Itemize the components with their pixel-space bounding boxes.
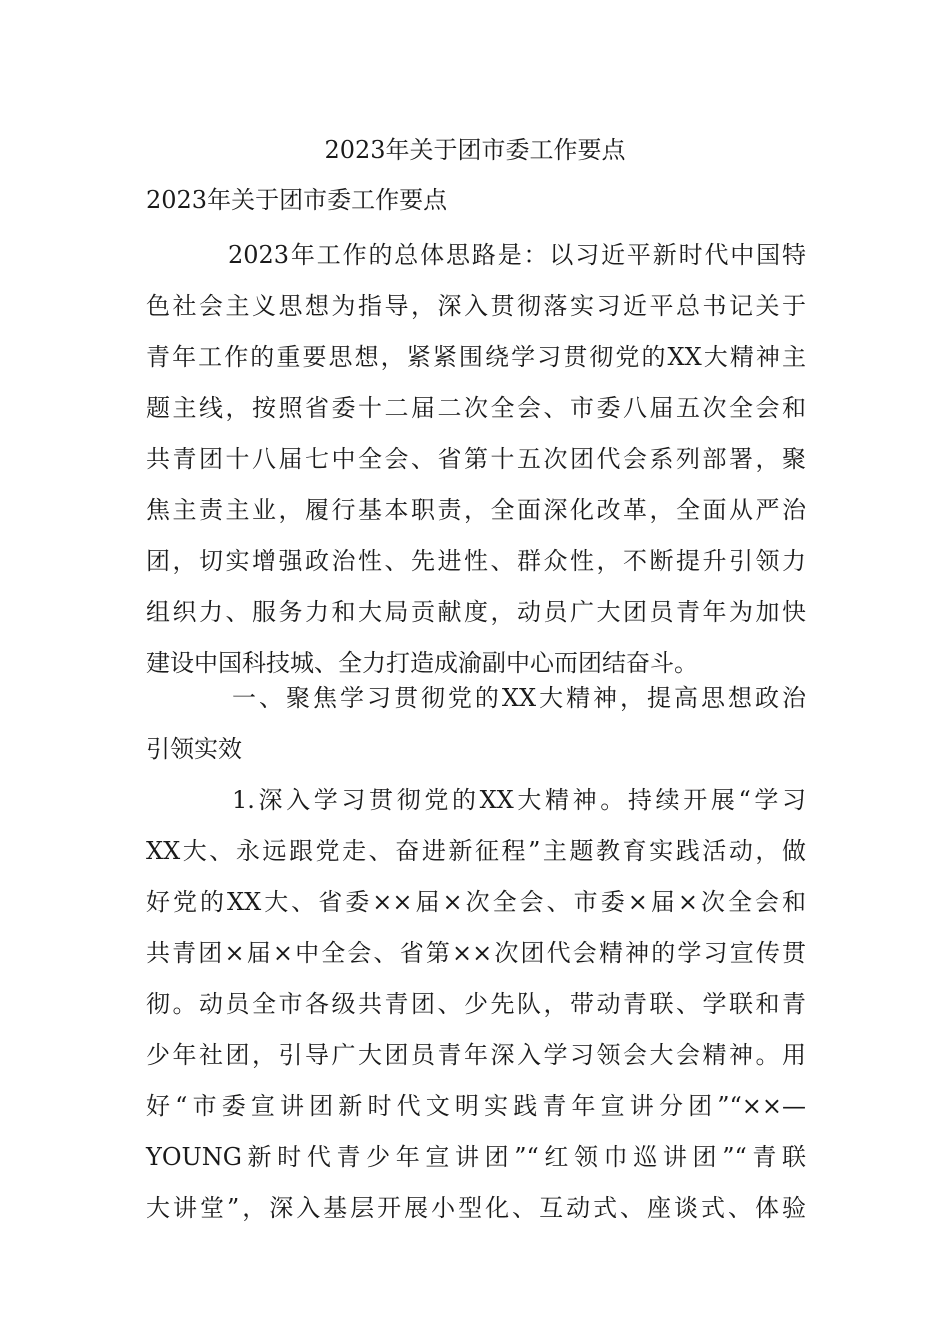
- paragraph-line: YOUNG新时代青少年宣讲团”“红领巾巡讲团”“青联: [146, 1143, 806, 1171]
- item-paragraph-1: [146, 775, 806, 1234]
- section-heading-1: [146, 673, 806, 775]
- paragraph-line: 大讲堂”，深入基层开展小型化、互动式、座谈式、体验: [146, 1194, 806, 1222]
- document-title: 2023年关于团市委工作要点: [324, 136, 626, 164]
- paragraph-line: 团，切实增强政治性、先进性、群众性，不断提升引领力: [146, 547, 806, 575]
- paragraph-line: 组织力、服务力和大局贡献度，动员广大团员青年为加快: [146, 598, 806, 626]
- paragraph-line: 色社会主义思想为指导，深入贯彻落实习近平总书记关于: [146, 292, 806, 320]
- paragraph-line: 青年工作的重要思想，紧紧围绕学习贯彻党的XX大精神主: [146, 343, 806, 371]
- paragraph-line: 彻。动员全市各级共青团、少先队，带动青联、学联和青: [146, 990, 806, 1018]
- paragraph-line: 建设中国科技城、全力打造成渝副中心而团结奋斗。: [146, 649, 698, 677]
- section-heading-line: 引领实效: [146, 735, 242, 763]
- paragraph-line: XX大、永远跟党走、奋进新征程”主题教育实践活动，做: [146, 837, 806, 865]
- paragraph-line: 2023年工作的总体思路是：以习近平新时代中国特: [228, 241, 806, 269]
- paragraph-line: 共青团×届×中全会、省第××次团代会精神的学习宣传贯: [146, 939, 806, 967]
- paragraph-line: 题主线，按照省委十二届二次全会、市委八届五次全会和: [146, 394, 806, 422]
- paragraph-line: 共青团十八届七中全会、省第十五次团代会系列部署，聚: [146, 445, 806, 473]
- paragraph-line: 1.深入学习贯彻党的XX大精神。持续开展“学习: [232, 786, 806, 814]
- section-heading-line: 一、聚焦学习贯彻党的XX大精神，提高思想政治: [232, 684, 806, 712]
- paragraph-line: 少年社团，引导广大团员青年深入学习领会大会精神。用: [146, 1041, 806, 1069]
- paragraph-line: 好党的XX大、省委××届×次全会、市委×届×次全会和: [146, 888, 806, 916]
- paragraph-line: 好“市委宣讲团新时代文明实践青年宣讲分团”“××—: [146, 1092, 806, 1120]
- paragraph-line: 焦主责主业，履行基本职责，全面深化改革，全面从严治: [146, 496, 806, 524]
- document-subtitle: 2023年关于团市委工作要点: [146, 186, 448, 214]
- intro-paragraph: [146, 230, 806, 689]
